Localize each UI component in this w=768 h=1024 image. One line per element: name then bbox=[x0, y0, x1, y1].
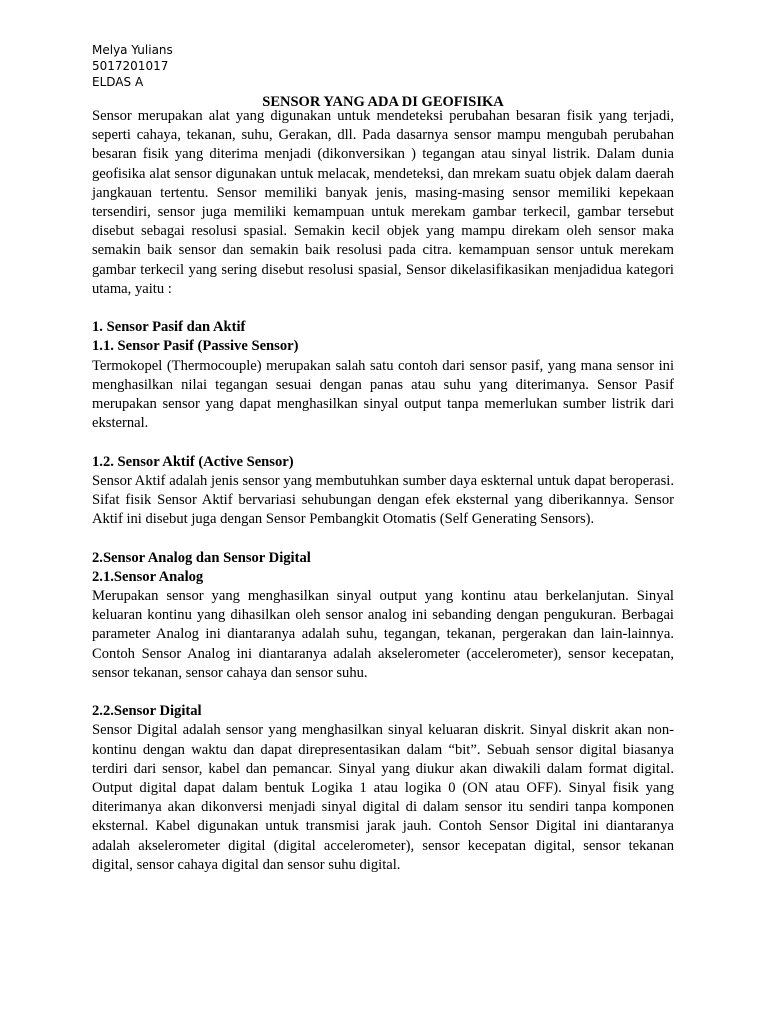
section-2-1-heading: 2.1.Sensor Analog bbox=[92, 568, 204, 585]
section-1-2-heading: 1.2. Sensor Aktif (Active Sensor) bbox=[92, 453, 294, 470]
section-2-1-paragraph: Merupakan sensor yang menghasilkan sinyal output yang kontinu atau berkelanjutan. Sinyal keluaran kontinu yang dihasilkan oleh sensor analog ini sebanding dengan pengukuran. Berbagai parameter Analog ini diantaranya adalah suhu, tegangan, tekanan, pergerakan dan lain-lainnya. Contoh Sensor Analog ini diantaranya adalah akselerometer (accelerometer), sensor kecepatan, sensor tekanan, sensor cahaya dan sensor suhu. bbox=[92, 588, 674, 681]
section-1-1-paragraph: Termokopel (Thermocouple) merupakan salah satu contoh dari sensor pasif, yang mana sensor ini menghasilkan nilai tegangan sesuai dengan panas atau suhu yang diterimanya. Sensor Pasif merupakan sensor yang dapat menghasilkan sinyal output tanpa memerlukan sumber listrik dari eksternal. bbox=[92, 357, 674, 432]
paragraph-spacer bbox=[92, 529, 674, 548]
section-2-2-paragraph: Sensor Digital adalah sensor yang menghasilkan sinyal keluaran diskrit. Sinyal diskrit akan non-kontinu dengan waktu dan dapat direpresentasikan dalam “bit”. Sebuah sensor digital biasanya terdiri dari sensor, kabel dan pemancar. Sinyal yang diukur akan diwakili dalam format digital. Output digital dapat dalam bentuk Logika 1 atau logika 0 (ON atau OFF). Sinyal fisik yang diterimanya akan dikonversi menjadi sinyal digital di dalam sensor itu sendiri tanpa komponen eksternal. Kabel digunakan untuk transmisi jarak jauh. Contoh Sensor Digital ini diantaranya adalah akselerometer digital (digital accelerometer), sensor kecepatan digital, sensor tekanan digital, sensor cahaya digital dan sensor suhu digital. bbox=[92, 722, 674, 873]
document-title: SENSOR YANG ADA DI GEOFISIKA bbox=[262, 94, 504, 110]
document-body bbox=[92, 107, 674, 875]
section-1-1-heading: 1.1. Sensor Pasif (Passive Sensor) bbox=[92, 338, 299, 355]
section-2-2-heading: 2.2.Sensor Digital bbox=[92, 703, 202, 720]
section-1-heading: 1. Sensor Pasif dan Aktif bbox=[92, 319, 246, 336]
paragraph-spacer bbox=[92, 433, 674, 452]
author-name: Melya Yulians bbox=[92, 43, 173, 57]
paragraph-spacer bbox=[92, 683, 674, 702]
class-name: ELDAS A bbox=[92, 75, 144, 89]
section-1-2-paragraph: Sensor Aktif adalah jenis sensor yang membutuhkan sumber daya eskternal untuk dapat beroperasi. Sifat fisik Sensor Aktif bervariasi sehubungan dengan efek eksternal yang diberikannya. Sensor Aktif ini disebut juga dengan Sensor Pembangkit Otomatis (Self Generating Sensors). bbox=[92, 472, 674, 528]
author-header bbox=[92, 42, 173, 90]
student-id: 5017201017 bbox=[92, 59, 169, 73]
intro-paragraph: Sensor merupakan alat yang digunakan untuk mendeteksi perubahan besaran fisik yang terjadi, seperti cahaya, tekanan, suhu, Gerakan, dll. Pada dasarnya sensor mampu mengubah perubahan besaran fisik yang diterima menjadi (dikonversikan ) tegangan atau sinyal listrik. Dalam dunia geofisika alat sensor digunakan untuk melacak, mendeteksi, dan mrekam suatu objek dalam daerah jangkauan tertentu. Sensor memiliki banyak jenis, masing-masing sensor memiliki kepekaan tersendiri, sensor juga memiliki kemampuan untuk merekam gambar terkecil, gambar tersebut disebut sebagai resolusi spasial. Semakin kecil objek yang mampu direkam oleh sensor maka semakin baik sensor dan semakin baik resolusi pada citra. kemampuan sensor untuk merekam gambar terkecil yang sering disebut resolusi spasial, Sensor dikelasifikasikan menjadidua kategori utama, yaitu : bbox=[92, 108, 674, 297]
section-2-heading: 2.Sensor Analog dan Sensor Digital bbox=[92, 549, 311, 566]
paragraph-spacer bbox=[92, 299, 674, 318]
